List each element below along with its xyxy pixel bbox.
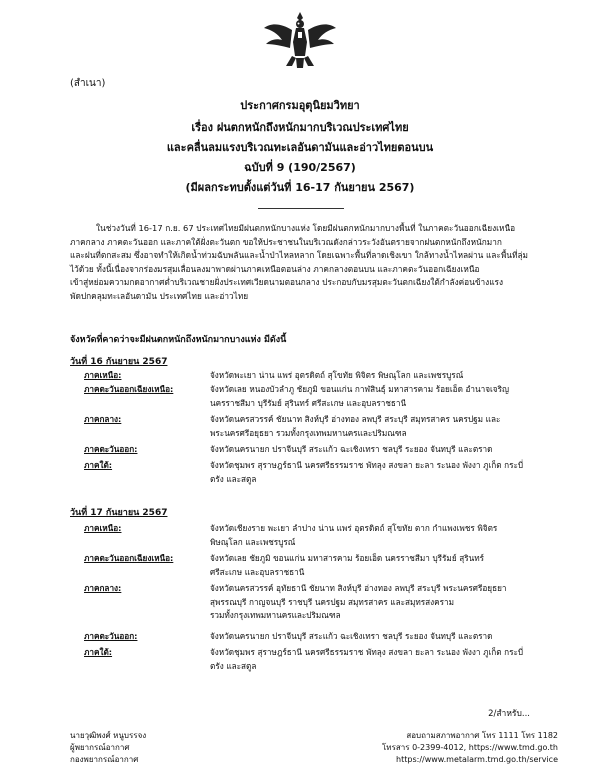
province-list bbox=[210, 459, 550, 486]
province-list bbox=[210, 630, 550, 644]
province-line: ตรัง และสตูล bbox=[210, 660, 257, 671]
province-line: รวมทั้งกรุงเทพมหานครและปริมณฑล bbox=[210, 610, 341, 621]
province-line: พระนครศรีอยุธยา รวมทั้งกรุงเทพมหานครและปริมณฑล bbox=[210, 427, 407, 438]
province-line: พิษณุโลก และเพชรบูรณ์ bbox=[210, 536, 296, 547]
province-line: สุพรรณบุรี กาญจนบุรี ราชบุรี นครปฐม สมุทรสาคร และสมุทรสงคราม bbox=[210, 596, 455, 607]
region-name: ภาคใต้: bbox=[84, 647, 113, 657]
province-line: จังหวัดชุมพร สุราษฎร์ธานี นครศรีธรรมราช พัทลุง สงขลา ยะลา ระนอง พังงา ภูเก็ต กระบี่ bbox=[210, 647, 524, 657]
intro-line: ภาคกลาง ภาคตะวันออก และภาคใต้ฝั่งตะวันตก ขอให้ประชาชนในบริเวณดังกล่าวระวังอันตรายจากฝนตกหนักถึงหนักมาก bbox=[70, 236, 502, 247]
footer-contact bbox=[382, 730, 558, 766]
province-list bbox=[210, 646, 550, 673]
header-divider bbox=[258, 208, 344, 209]
province-line: จังหวัดนครสวรรค์ ชัยนาท สิงห์บุรี อ่างทอง ลพบุรี สระบุรี สมุทรสาคร นครปฐม และ bbox=[210, 414, 501, 424]
copy-label: (สำเนา) bbox=[70, 78, 106, 89]
footer-line: https://www.metalarm.tmd.go.th/service bbox=[396, 755, 558, 764]
day-1-date: วันที่ 16 กันยายน 2567 bbox=[70, 357, 168, 367]
region-name: ภาคตะวันออกเฉียงเหนือ: bbox=[84, 553, 174, 563]
province-line: ศรีสะเกษ และอุบลราชธานี bbox=[210, 566, 305, 577]
province-line: ตรัง และสตูล bbox=[210, 473, 257, 484]
footer-line: กองพยากรณ์อากาศ bbox=[70, 755, 139, 764]
province-line: นครราชสีมา บุรีรัมย์ สุรินทร์ ศรีสะเกษ และอุบลราชธานี bbox=[210, 397, 407, 408]
footer-line: ผู้พยากรณ์อากาศ bbox=[70, 743, 130, 752]
footer-signatory bbox=[70, 730, 146, 766]
announcement-issue: ฉบับที่ 9 (190/2567) bbox=[244, 161, 356, 174]
garuda-emblem bbox=[262, 10, 338, 72]
region-name: ภาคกลาง: bbox=[84, 414, 122, 424]
province-list bbox=[210, 522, 550, 549]
province-list bbox=[210, 582, 550, 623]
footer-line: โทรสาร 0-2399-4012, https://www.tmd.go.th bbox=[382, 743, 558, 752]
region-name: ภาคใต้: bbox=[84, 460, 113, 470]
announcement-effective-date: (มีผลกระทบตั้งแต่วันที่ 16-17 กันยายน 2567) bbox=[185, 181, 415, 194]
intro-line: พัดปกคลุมทะเลอันดามัน ประเทศไทย และอ่าวไทย bbox=[70, 290, 249, 301]
announcement-subject-line-1: เรื่อง ฝนตกหนักถึงหนักมากบริเวณประเทศไทย bbox=[191, 121, 409, 134]
continued-marker: 2/สำหรับ... bbox=[488, 709, 530, 719]
province-line: จังหวัดชุมพร สุราษฎร์ธานี นครศรีธรรมราช พัทลุง สงขลา ยะลา ระนอง พังงา ภูเก็ต กระบี่ bbox=[210, 460, 524, 470]
intro-paragraph bbox=[70, 222, 540, 304]
province-line: จังหวัดเลย หนองบัวลำภู ชัยภูมิ ขอนแก่น กาฬสินธุ์ มหาสารคาม ร้อยเอ็ด อำนาจเจริญ bbox=[210, 384, 509, 394]
footer-line: สอบถามสภาพอากาศ โทร 1111 โทร 1182 bbox=[406, 731, 558, 740]
intro-line: ในช่วงวันที่ 16-17 ก.ย. 67 ประเทศไทยมีฝนตกหนักบางแห่ง โดยมีฝนตกหนักมากบางพื้นที่ ในภาคตะวันออกเฉียงเหนือ bbox=[96, 223, 516, 233]
province-list bbox=[210, 383, 550, 410]
forecast-section-title: จังหวัดที่คาดว่าจะมีฝนตกหนักถึงหนักมากบางแห่ง มีดังนี้ bbox=[70, 335, 287, 345]
province-line: จังหวัดพะเยา น่าน แพร่ อุตรดิตถ์ สุโขทัย พิจิตร พิษณุโลก และเพชรบูรณ์ bbox=[210, 370, 464, 380]
province-list bbox=[210, 552, 550, 579]
day-2-date: วันที่ 17 กันยายน 2567 bbox=[70, 508, 168, 518]
province-list bbox=[210, 413, 550, 440]
region-name: ภาคตะวันออก: bbox=[84, 631, 138, 641]
region-name: ภาคตะวันออกเฉียงเหนือ: bbox=[84, 384, 174, 394]
province-list bbox=[210, 443, 550, 457]
announcement-org: ประกาศกรมอุตุนิยมวิทยา bbox=[240, 99, 360, 112]
intro-line: ไว้ด้วย ทั้งนี้เนื่องจากร่องมรสุมเลื่อนลงมาพาดผ่านภาคเหนือตอนล่าง ภาคกลางตอนบน และภาคตะวันออกเฉียงเหนือ bbox=[70, 263, 480, 274]
province-line: จังหวัดเชียงราย พะเยา ลำปาง น่าน แพร่ อุตรดิตถ์ สุโขทัย ตาก กำแพงเพชร พิจิตร bbox=[210, 523, 498, 533]
intro-line: และฝนที่ตกสะสม ซึ่งอาจทำให้เกิดน้ำท่วมฉับพลันและน้ำป่าไหลหลาก โดยเฉพาะพื้นที่ลาดเชิงเขา ใกล้ทางน้ำไหลผ่าน และพื้นที่ลุ่ม bbox=[70, 250, 529, 261]
province-line: จังหวัดเลย ชัยภูมิ ขอนแก่น มหาสารคาม ร้อยเอ็ด นครราชสีมา บุรีรัมย์ สุรินทร์ bbox=[210, 553, 485, 563]
province-line: จังหวัดนครนายก ปราจีนบุรี สระแก้ว ฉะเชิงเทรา ชลบุรี ระยอง จันทบุรี และตราด bbox=[210, 444, 493, 454]
footer-line: นายวุฒิพงศ์ หนูบรรจง bbox=[70, 731, 147, 740]
announcement-subject-line-2: และคลื่นลมแรงบริเวณทะเลอันดามันและอ่าวไทยตอนบน bbox=[166, 141, 434, 154]
region-name: ภาคกลาง: bbox=[84, 583, 122, 593]
province-line: จังหวัดนครนายก ปราจีนบุรี สระแก้ว ฉะเชิงเทรา ชลบุรี ระยอง จันทบุรี และตราด bbox=[210, 631, 493, 641]
intro-line: เข้าสู่หย่อมความกดอากาศต่ำบริเวณชายฝั่งประเทศเวียดนามตอนกลาง ประกอบกับมรสุมตะวันตกเฉียงใต้กำลังค่อนข้างแรง bbox=[70, 277, 504, 288]
region-name: ภาคตะวันออก: bbox=[84, 444, 138, 454]
province-list bbox=[210, 369, 550, 383]
region-name: ภาคเหนือ: bbox=[84, 370, 122, 380]
region-name: ภาคเหนือ: bbox=[84, 523, 122, 533]
province-line: จังหวัดนครสวรรค์ อุทัยธานี ชัยนาท สิงห์บุรี อ่างทอง ลพบุรี สระบุรี พระนครศรีอยุธยา bbox=[210, 583, 507, 593]
